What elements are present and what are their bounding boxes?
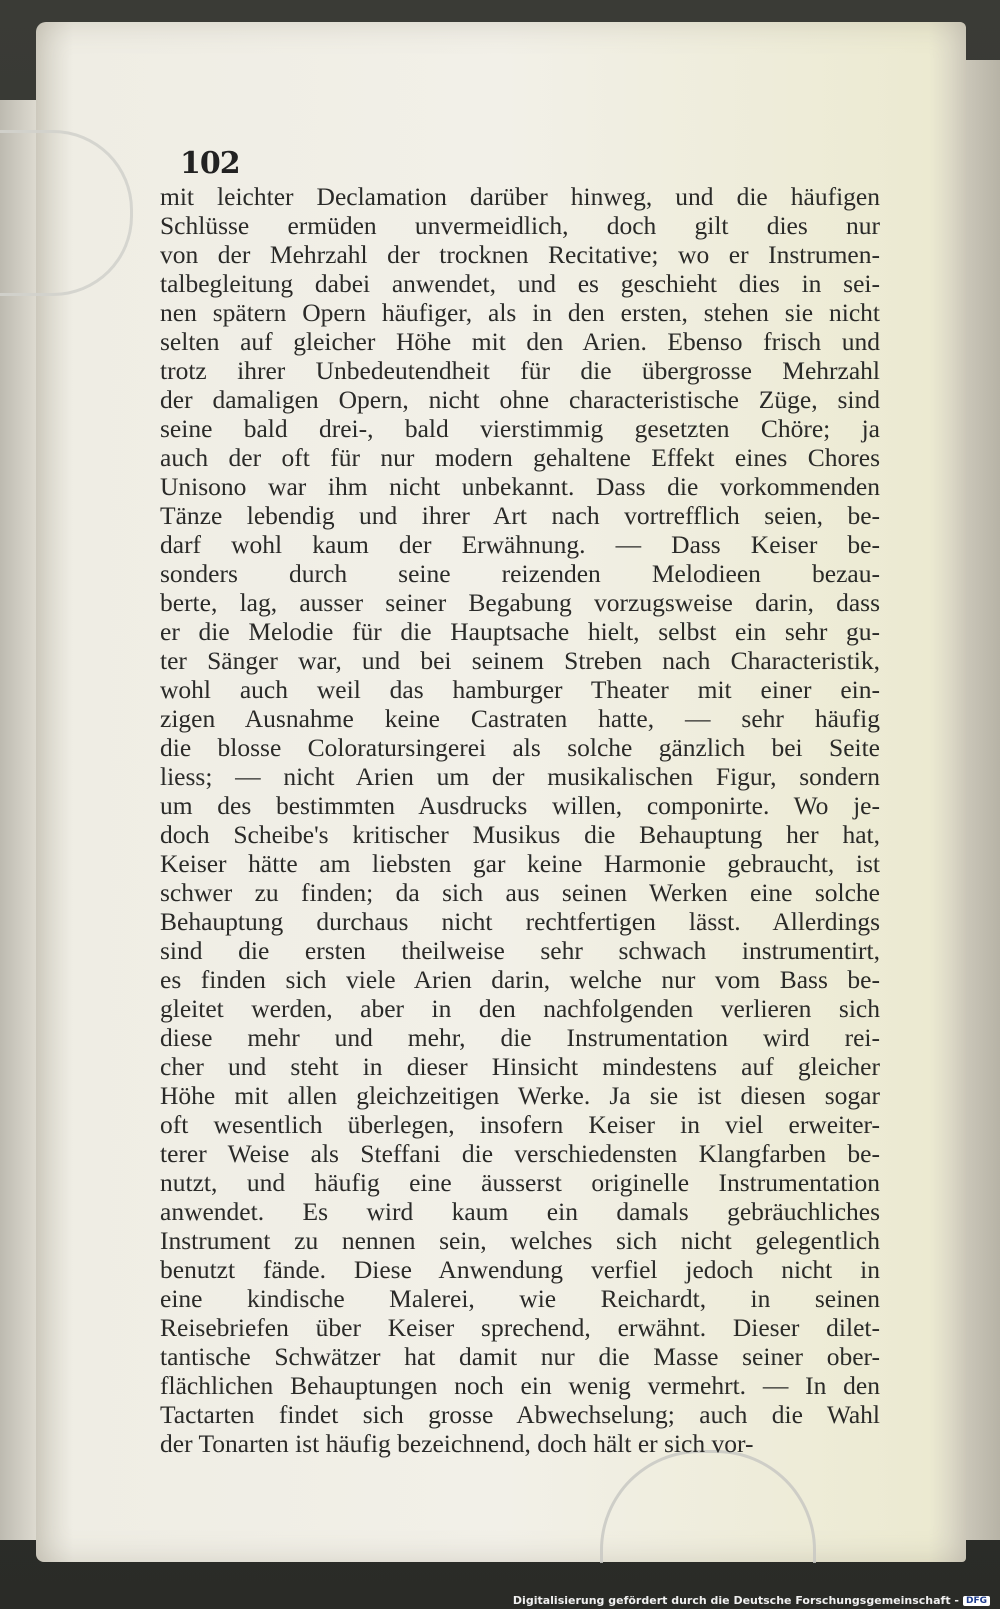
- text-line: eine kindische Malerei, wie Reichardt, in seinen: [160, 1284, 880, 1313]
- dfg-logo: DFG: [963, 1596, 990, 1606]
- text-line: berte, lag, ausser seiner Begabung vorzugsweise darin, dass: [160, 588, 880, 617]
- text-line: der Tonarten ist häufig bezeichnend, doch hält er sich vor-: [160, 1429, 754, 1458]
- text-line: um des bestimmten Ausdrucks willen, componirte. Wo je-: [160, 791, 880, 820]
- text-line: liess; — nicht Arien um der musikalischen Figur, sondern: [160, 762, 880, 791]
- text-line: zigen Ausnahme keine Castraten hatte, — sehr häufig: [160, 704, 880, 733]
- text-line: sonders durch seine reizenden Melodieen bezau-: [160, 559, 880, 588]
- text-line: selten auf gleicher Höhe mit den Arien. Ebenso frisch und: [160, 327, 880, 356]
- credit-text: Digitalisierung gefördert durch die Deutsche Forschungsgemeinschaft -: [512, 1594, 959, 1607]
- text-line: gleitet werden, aber in den nachfolgenden verlieren sich: [160, 994, 880, 1023]
- text-line: seine bald drei-, bald vierstimmig gesetzten Chöre; ja: [160, 414, 880, 443]
- text-line: trotz ihrer Unbedeutendheit für die übergrosse Mehrzahl: [160, 356, 880, 385]
- text-line: die blosse Coloratursingerei als solche gänzlich bei Seite: [160, 733, 880, 762]
- text-line: Tänze lebendig und ihrer Art nach vortrefflich seien, be-: [160, 501, 880, 530]
- text-line: Unisono war ihm nicht unbekannt. Dass die vorkommenden: [160, 472, 880, 501]
- text-line: nutzt, und häufig eine äusserst originelle Instrumentation: [160, 1168, 880, 1197]
- text-line: sind die ersten theilweise sehr schwach instrumentirt,: [160, 936, 880, 965]
- text-line: benutzt fände. Diese Anwendung verfiel jedoch nicht in: [160, 1255, 880, 1284]
- text-line: Keiser hätte am liebsten gar keine Harmonie gebraucht, ist: [160, 849, 880, 878]
- text-line: wohl auch weil das hamburger Theater mit einer ein-: [160, 675, 880, 704]
- text-line: schwer zu finden; da sich aus seinen Werken eine solche: [160, 878, 880, 907]
- text-line: ter Sänger war, und bei seinem Streben nach Characteristik,: [160, 646, 880, 675]
- text-line: er die Melodie für die Hauptsache hielt, selbst ein sehr gu-: [160, 617, 880, 646]
- text-line: flächlichen Behauptungen noch ein wenig vermehrt. — In den: [160, 1371, 880, 1400]
- text-line: anwendet. Es wird kaum ein damals gebräuchliches: [160, 1197, 880, 1226]
- text-line: auch der oft für nur modern gehaltene Effekt eines Chores: [160, 443, 880, 472]
- text-line: oft wesentlich überlegen, insofern Keiser in viel erweiter-: [160, 1110, 880, 1139]
- footer-credit: [513, 1594, 990, 1607]
- text-line: Höhe mit allen gleichzeitigen Werke. Ja sie ist diesen sogar: [160, 1081, 880, 1110]
- text-line: tantische Schwätzer hat damit nur die Masse seiner ober-: [160, 1342, 880, 1371]
- text-line: diese mehr und mehr, die Instrumentation wird rei-: [160, 1023, 880, 1052]
- text-line: nen spätern Opern häufiger, als in den ersten, stehen sie nicht: [160, 298, 880, 327]
- text-line: mit leichter Declamation darüber hinweg, und die häufigen: [160, 182, 880, 211]
- text-line: doch Scheibe's kritischer Musikus die Behauptung her hat,: [160, 820, 880, 849]
- text-line: Reisebriefen über Keiser sprechend, erwähnt. Dieser dilet-: [160, 1313, 880, 1342]
- text-line: cher und steht in dieser Hinsicht mindestens auf gleicher: [160, 1052, 880, 1081]
- text-line: Tactarten findet sich grosse Abwechselung; auch die Wahl: [160, 1400, 880, 1429]
- text-line: terer Weise als Steffani die verschiedensten Klangfarben be-: [160, 1139, 880, 1168]
- page-number: 102: [180, 146, 240, 181]
- text-line: darf wohl kaum der Erwähnung. — Dass Keiser be-: [160, 530, 880, 559]
- text-line: Instrument zu nennen sein, welches sich nicht gelegentlich: [160, 1226, 880, 1255]
- text-line: Behauptung durchaus nicht rechtfertigen lässt. Allerdings: [160, 907, 880, 936]
- text-line: es finden sich viele Arien darin, welche nur vom Bass be-: [160, 965, 880, 994]
- text-line: von der Mehrzahl der trocknen Recitative; wo er Instrumen-: [160, 240, 880, 269]
- text-line: Schlüsse ermüden unvermeidlich, doch gilt dies nur: [160, 211, 880, 240]
- body-text: [160, 182, 880, 1458]
- text-line: der damaligen Opern, nicht ohne characteristische Züge, sind: [160, 385, 880, 414]
- text-line: talbegleitung dabei anwendet, und es geschieht dies in sei-: [160, 269, 880, 298]
